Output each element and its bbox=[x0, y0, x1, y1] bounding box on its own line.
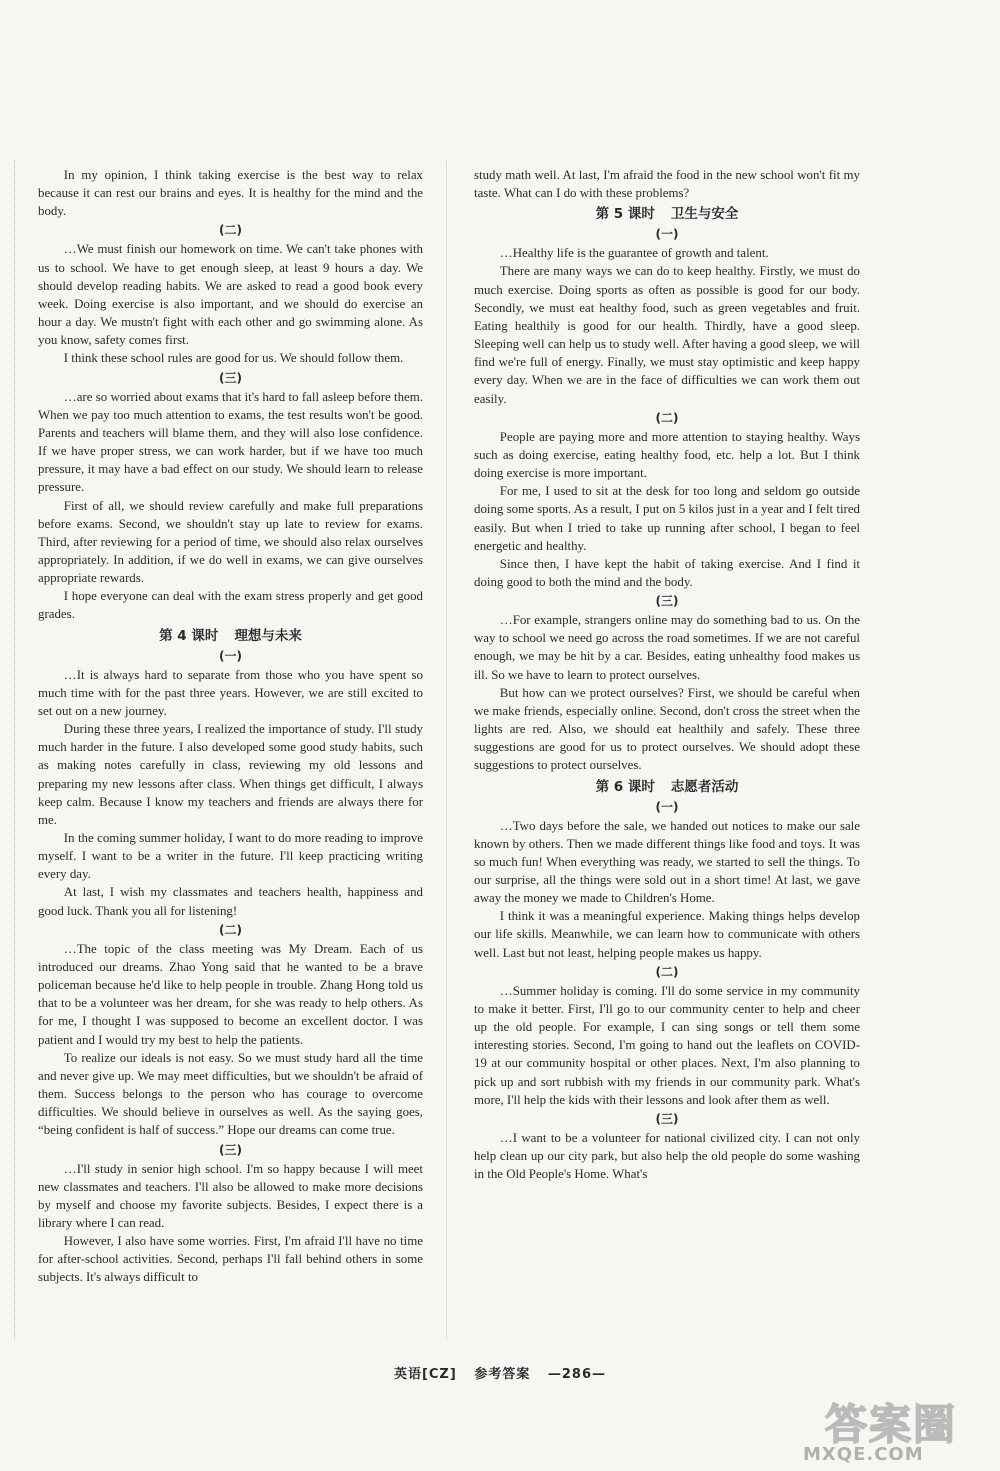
footer-label: 参考答案 bbox=[474, 1367, 531, 1382]
section-heading: (二) bbox=[219, 922, 242, 937]
paragraph: I think it was a meaningful experience. Making things helps develop our life skills. Meanwhile, we can learn how to communicate with others well. Last but not least, helping people makes us happy. bbox=[474, 909, 860, 960]
footer-subject: 英语[CZ] bbox=[393, 1367, 457, 1382]
left-column bbox=[38, 166, 423, 1287]
paragraph: I think these school rules are good for us. We should follow them. bbox=[63, 351, 404, 366]
paragraph: Since then, I have kept the habit of taking exercise. And I find it doing good to both the mind and the body. bbox=[474, 556, 860, 589]
paragraph: For me, I used to sit at the desk for too long and seldom go outside doing some sports. As a result, I put on 5 kilos just in a year and I felt tired easily. But when I tried to take up running after school, I began to feel energetic and healthy. bbox=[474, 484, 860, 553]
paragraph: But how can we protect ourselves? First, we should be careful when we make friends, especially online. Second, don't cross the street when the lights are red. Also, we should eat healthily and safely. These three suggestions are good for us to protect ourselves. We should adopt these suggestions to protect ourselves. bbox=[474, 685, 860, 773]
page-number: —286— bbox=[547, 1367, 607, 1382]
column-divider bbox=[446, 160, 447, 1340]
paragraph: study math well. At last, I'm afraid the food in the new school won't fit my taste. What can I do with these problems? bbox=[474, 168, 860, 201]
section-heading: (二) bbox=[655, 964, 679, 979]
watermark-logo bbox=[803, 1392, 978, 1464]
paragraph: However, I also have some worries. First, I'm afraid I'll have no time for after-school activities. Second, perhaps I'll fall behind others in some subjects. It's always difficult to bbox=[38, 1234, 423, 1285]
watermark-logo-text: 答案圈 bbox=[825, 1400, 958, 1449]
paragraph: …Healthy life is the guarantee of growth and talent. bbox=[499, 246, 769, 261]
lesson-number: 第 4 课时 bbox=[159, 627, 219, 644]
lesson-title: 志愿者活动 bbox=[670, 778, 739, 795]
paragraph: …I want to be a volunteer for national civilized city. I can not only help clean up our city park, but also help the old people do some washing in the Old People's Home. What's bbox=[474, 1130, 860, 1182]
section-heading: (二) bbox=[219, 223, 242, 238]
paragraph: …are so worried about exams that it's hard to fall asleep before them. When we pay too much attention to exams, the test results won't be good. Parents and teachers will blame them, and they will also lose confidence. If we have proper stress, we can work harder, but if we have too much pressure, it may have a bad effect on our study. We should learn to release pressure. bbox=[38, 389, 423, 495]
lesson-5-heading bbox=[474, 204, 860, 224]
paragraph: To realize our ideals is not easy. So we must study hard all the time and never give up. We may meet difficulties, but we shouldn't be afraid of them. Success belongs to the person who has courage to overcome difficulties. We should believe in ourselves as well. As the saying goes, “being confident is half of success.” Hope our dreams can come true. bbox=[38, 1050, 423, 1138]
paragraph: At last, I wish my classmates and teachers health, happiness and good luck. Thank you all for listening! bbox=[38, 885, 423, 918]
lesson-6-heading bbox=[474, 777, 860, 797]
section-heading: (三) bbox=[219, 1142, 242, 1157]
paragraph: In the coming summer holiday, I want to do more reading to improve myself. I want to be a writer in the future. I'll keep practicing writing every day. bbox=[38, 831, 423, 882]
paragraph: …It is always hard to separate from those who you have spent so much time with for the past three years. However, we are still excited to set out on a new journey. bbox=[38, 667, 423, 718]
paragraph: …I'll study in senior high school. I'm so happy because I will meet new classmates and teachers. I'll also be allowed to make more decisions by myself and choose my favorite subjects. Besides, I expect there is a library where I can read. bbox=[38, 1161, 423, 1230]
paragraph: First of all, we should review carefully and make full preparations before exams. Second, we shouldn't stay up late to review for exams. Third, after reviewing for a period of time, we should also relax ourselves appropriately. In addition, if we do well in exams, we can give ourselves appropriate rewards. bbox=[38, 498, 423, 586]
section-heading: (三) bbox=[655, 594, 679, 609]
section-heading: (一) bbox=[655, 227, 679, 242]
paragraph: …Two days before the sale, we handed out notices to make our sale known by others. Then we made different things like food and toys. It was so much fun! When everything was ready, we started to sell the things. To our surprise, all the things were sold out in a short time! At last, we gave away the money we made to Children's Home. bbox=[474, 818, 860, 906]
paragraph: …Summer holiday is coming. I'll do some service in my community to make it better. First, I'll go to our community center to help and cheer up the old people. For example, I can sing songs or tell them some interesting stories. Second, I'm going to hand out the leaflets on COVID-19 at our community hospital or other places. Next, I'm also planning to pick up and sort rubbish with my friends in our community park. What's more, I'll help the kids with their lessons and look after them as well. bbox=[474, 983, 860, 1107]
paragraph: …The topic of the class meeting was My Dream. Each of us introduced our dreams. Zhao Yong said that he wanted to be a brave policeman because he'd like to help people in trouble. Zhang Hong told us that to be a volunteer was her dream, for she was ready to help others. As for me, I thought I was supposed to become an excellent doctor. I was patient and I would try my best to help the patients. bbox=[38, 941, 423, 1047]
right-column bbox=[474, 166, 860, 1183]
section-heading: (三) bbox=[655, 1111, 679, 1126]
paragraph: People are paying more and more attention to staying healthy. Ways such as doing exercise, eating healthy food, etc. help a lot. But I think doing exercise is more important. bbox=[474, 429, 860, 481]
watermark-url: MXQE.COM bbox=[803, 1444, 924, 1465]
lesson-4-heading bbox=[38, 626, 423, 646]
lesson-number: 第 5 课时 bbox=[595, 206, 655, 223]
section-heading: (一) bbox=[655, 799, 679, 814]
section-heading: (二) bbox=[655, 410, 679, 425]
paragraph: There are many ways we can do to keep healthy. Firstly, we must do much exercise. Doing sports as often as possible is good for our body. Secondly, we must eat healthy food, such as green vegetables and fruit. Eating healthily is good for our health. Thirdly, have a good sleep. Sleeping well can help us to study well. After having a good sleep, we will find we're full of energy. Finally, we must stay optimistic and keep happy every day. When we are in the face of difficulties we can work them out easily. bbox=[474, 264, 860, 406]
section-heading: (一) bbox=[219, 648, 242, 663]
lesson-number: 第 6 课时 bbox=[595, 778, 655, 795]
paragraph: …We must finish our homework on time. We can't take phones with us to school. We have to get enough sleep, at least 9 hours a day. We should develop reading habits. We are asked to read a good book every week. Doing exercise is also important, and we should do exercise an hour a day. We mustn't fight with each other and go swimming alone. As you know, safety comes first. bbox=[38, 242, 423, 348]
paragraph: …For example, strangers online may do something bad to us. On the way to school we need go across the road sometimes. If we are not careful enough, we may be hit by a car. Besides, eating unhealthy food makes us ill. So we have to learn to protect ourselves. bbox=[474, 613, 860, 682]
section-heading: (三) bbox=[219, 370, 242, 385]
lesson-title: 卫生与安全 bbox=[670, 206, 739, 223]
paragraph: During these three years, I realized the importance of study. I'll study much harder in the future. I also developed some good study habits, such as making notes carefully in class, reviewing my old lessons and preparing my new lessons after class. When things get difficult, I always keep calm. Because I know my teachers and friends are always there for me. bbox=[38, 722, 423, 827]
page-footer bbox=[0, 1363, 1000, 1382]
paragraph: In my opinion, I think taking exercise is the best way to relax because it can rest our brains and eyes. It is healthy for the mind and the body. bbox=[38, 168, 423, 219]
lesson-title: 理想与未来 bbox=[234, 627, 302, 644]
left-margin-dotted-line bbox=[14, 160, 15, 1340]
paragraph: I hope everyone can deal with the exam stress properly and get good grades. bbox=[38, 589, 423, 622]
